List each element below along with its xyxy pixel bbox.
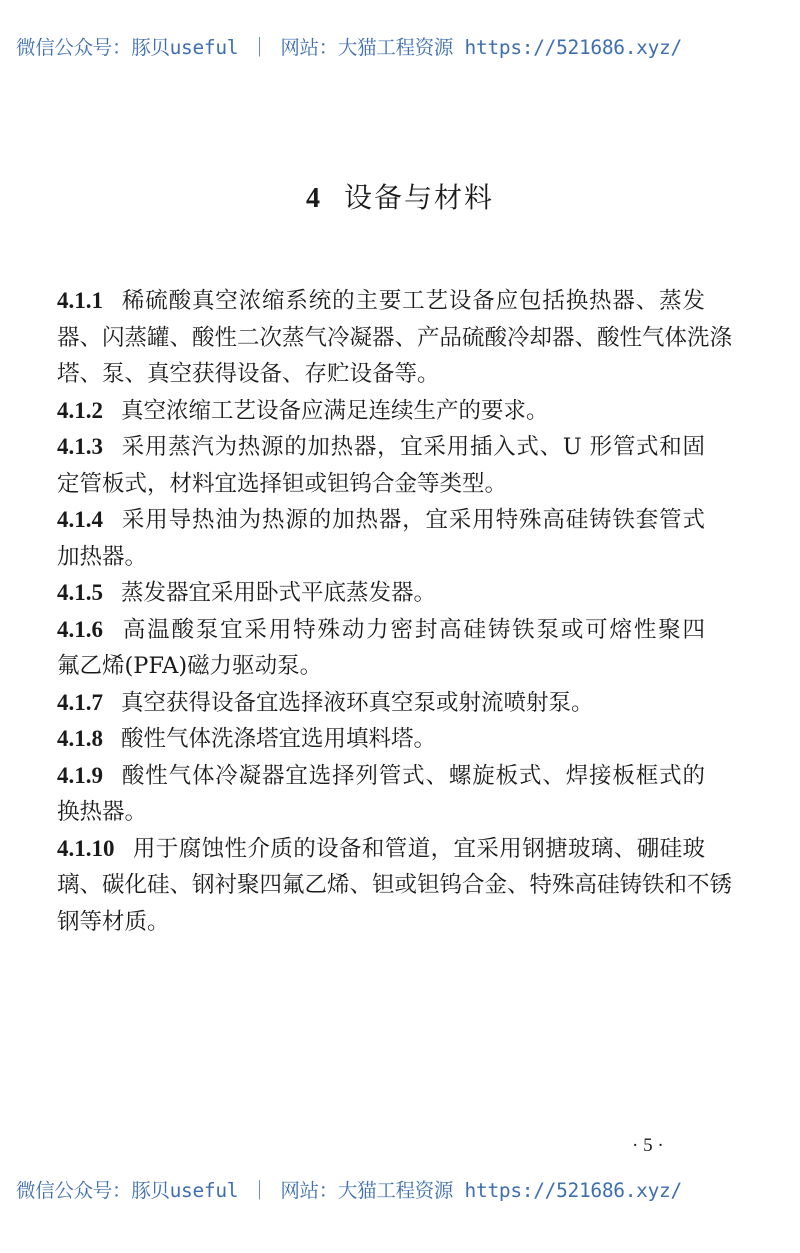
clause-line [57, 721, 705, 758]
chapter-title-text: 设备与材料 [343, 181, 494, 214]
clause-number: 4.1.3 [57, 434, 103, 459]
clause [57, 283, 733, 393]
clause-text: 酸性气体洗涤塔宜选用填料塔。 [121, 726, 437, 752]
clause-line [57, 429, 705, 466]
clause-text: 真空浓缩工艺设备应满足连续生产的要求。 [121, 397, 549, 424]
clause-line [57, 794, 705, 831]
clause-text: 器、闪蒸罐、酸性二次蒸气冷凝器、产品硫酸冷却器、酸性气体洗涤 [57, 324, 733, 351]
clause-text: 采用导热油为热源的加热器，宜采用特殊高硅铸铁套管式 [121, 507, 705, 533]
clause-line [57, 758, 705, 795]
clause-number: 4.1.10 [57, 835, 115, 861]
clause-line [57, 612, 705, 649]
clause-line [57, 283, 705, 320]
clause-text: 璃、碳化硅、钢衬聚四氟乙烯、钽或钽钨合金、特殊高硅铸铁和不锈 [57, 872, 733, 898]
clause-number: 4.1.5 [57, 580, 103, 605]
clause-line [57, 867, 733, 904]
clause-text: 真空获得设备宜选择液环真空泵或射流喷射泵。 [121, 689, 594, 716]
clause-line [57, 502, 705, 539]
clause-number: 4.1.8 [57, 726, 103, 751]
clause-line [57, 466, 705, 503]
clause-text: 酸性气体冷凝器宜选择列管式、螺旋板式、焊接板框式的 [121, 762, 705, 789]
clause [57, 575, 705, 612]
clause-number: 4.1.6 [57, 616, 103, 642]
clause-line [57, 393, 705, 430]
clauses-body [57, 283, 733, 940]
clause [57, 429, 705, 502]
clause-number: 4.1.4 [57, 507, 103, 532]
clause-text: 定管板式，材料宜选择钽或钽钨合金等类型。 [57, 470, 508, 497]
clause-line [57, 831, 705, 868]
clause-number: 4.1.2 [57, 397, 103, 423]
clause [57, 758, 705, 831]
clause-text: 采用蒸汽为热源的加热器，宜采用插入式、U 形管式和固 [121, 434, 705, 460]
clause-number: 4.1.1 [57, 288, 103, 313]
clause [57, 502, 705, 575]
chapter-number: 4 [305, 183, 322, 214]
clause-text: 蒸发器宜采用卧式平底蒸发器。 [121, 580, 437, 606]
watermark-bottom: 微信公众号：豚贝useful ｜ 网站：大猫工程资源 https://521686.xyz/ [16, 1179, 682, 1202]
clause-text: 塔、泵、真空获得设备、存贮设备等。 [57, 361, 440, 387]
clause [57, 721, 705, 758]
clause-line [57, 356, 705, 393]
clause [57, 831, 733, 941]
watermark-top: 微信公众号：豚贝useful ｜ 网站：大猫工程资源 https://521686.xyz/ [16, 36, 682, 59]
clause-line [57, 320, 733, 357]
clause-text: 稀硫酸真空浓缩系统的主要工艺设备应包括换热器、蒸发 [121, 288, 705, 314]
clause-line [57, 904, 705, 941]
clause-text: 高温酸泵宜采用特殊动力密封高硅铸铁泵或可熔性聚四 [121, 616, 705, 643]
clause-line [57, 575, 705, 612]
page-number: · 5 · [632, 1135, 664, 1156]
clause-text: 钢等材质。 [57, 908, 170, 935]
chapter-title [0, 176, 800, 216]
clause-number: 4.1.7 [57, 689, 103, 715]
clause [57, 393, 705, 430]
clause-line [57, 685, 705, 722]
clause-number: 4.1.9 [57, 762, 103, 788]
clause-text: 氟乙烯(PFA)磁力驱动泵。 [57, 653, 323, 679]
clause-line [57, 539, 705, 576]
clause [57, 612, 705, 685]
clause-text: 用于腐蚀性介质的设备和管道，宜采用钢搪玻璃、硼硅玻 [132, 835, 705, 862]
clause-text: 加热器。 [57, 543, 148, 570]
clause [57, 685, 705, 722]
clause-text: 换热器。 [57, 799, 148, 825]
clause-line [57, 648, 705, 685]
